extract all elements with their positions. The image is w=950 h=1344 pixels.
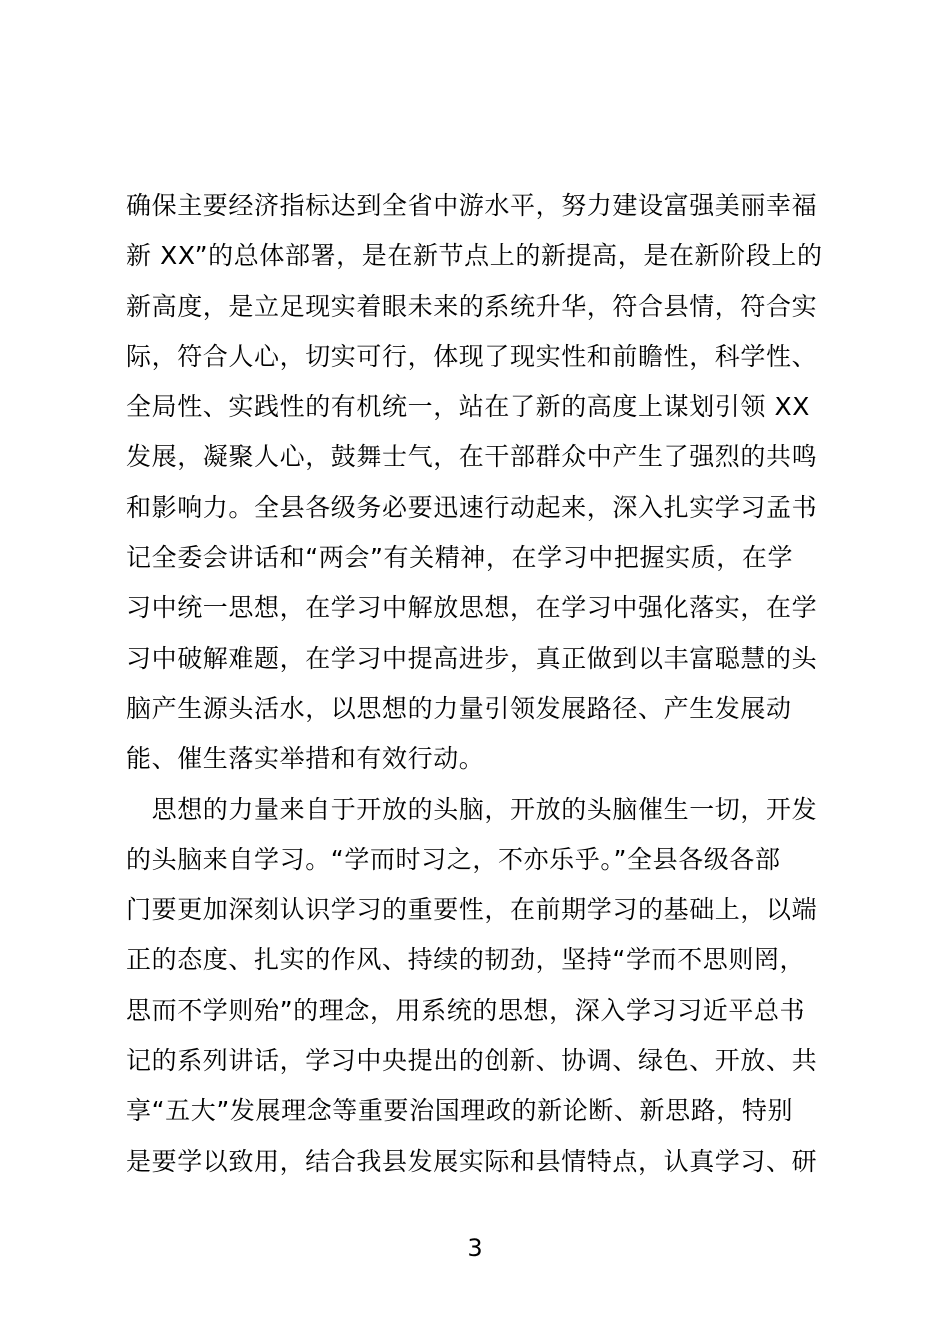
text-line: 记的系列讲话，学习中央提出的创新、协调、绿色、开放、共 xyxy=(126,1046,818,1076)
page-number: 3 xyxy=(467,1234,483,1262)
text-line: 思而不学则殆”的理念，用系统的思想，深入学习习近平总书 xyxy=(126,995,806,1025)
body-text xyxy=(126,181,836,1187)
text-line: 发展，凝聚人心，鼓舞士气，在干部群众中产生了强烈的共鸣 xyxy=(126,442,818,472)
text-line: 能、催生落实举措和有效行动。 xyxy=(126,744,485,774)
text-line: 正的态度、扎实的作风、持续的韧劲，坚持“学而不思则罔， xyxy=(126,945,806,975)
text-line: 享“五大”发展理念等重要治国理政的新论断、新思路，特别 xyxy=(126,1096,794,1126)
text-line: 思想的力量来自于开放的头脑，开放的头脑催生一切，开发 xyxy=(126,794,818,824)
text-line: 新 XX”的总体部署，是在新节点上的新提高，是在新阶段上的 xyxy=(126,241,823,271)
text-line: 际，符合人心，切实可行，体现了现实性和前瞻性，科学性、 xyxy=(126,341,818,371)
text-line: 新高度，是立足现实着眼未来的系统升华，符合县情，符合实 xyxy=(126,291,818,321)
paragraph-2 xyxy=(126,785,836,1187)
text-line: 是要学以致用，结合我县发展实际和县情特点，认真学习、研 xyxy=(126,1146,818,1176)
text-line: 的头脑来自学习。“学而时习之，不亦乐乎。”全县各级各部 xyxy=(126,844,781,874)
text-line: 习中破解难题，在学习中提高进步，真正做到以丰富聪慧的头 xyxy=(126,643,818,673)
text-line: 门要更加深刻认识学习的重要性，在前期学习的基础上，以端 xyxy=(126,895,818,925)
text-line: 全局性、实践性的有机统一，站在了新的高度上谋划引领 XX xyxy=(126,392,811,422)
text-line: 和影响力。全县各级务必要迅速行动起来，深入扎实学习孟书 xyxy=(126,492,818,522)
text-line: 确保主要经济指标达到全省中游水平，努力建设富强美丽幸福 xyxy=(126,191,818,220)
paragraph-1 xyxy=(126,181,836,785)
text-line: 脑产生源头活水，以思想的力量引领发展路径、产生发展动 xyxy=(126,693,792,723)
text-line: 习中统一思想，在学习中解放思想，在学习中强化落实，在学 xyxy=(126,593,818,623)
text-line: 记全委会讲话和“两会”有关精神，在学习中把握实质，在学 xyxy=(126,543,794,573)
